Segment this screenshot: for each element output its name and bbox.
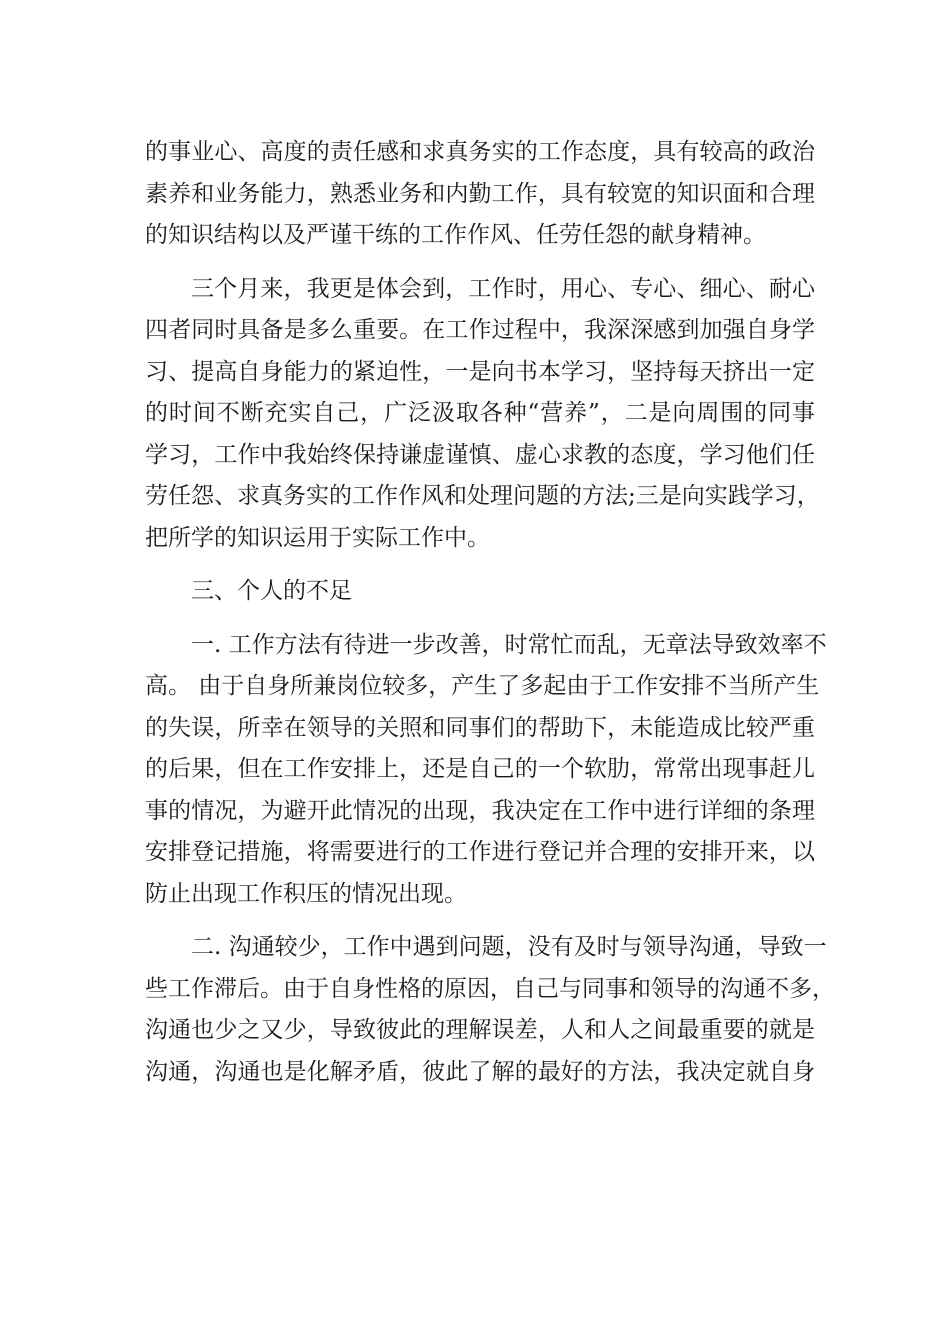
text-line: 事的情况，为避开此情况的出现，我决定在工作中进行详细的条理 xyxy=(145,797,815,824)
text-line: 学习，工作中我始终保持谦虚谨慎、虚心求教的态度，学习他们任 xyxy=(145,441,815,468)
text-line: 的后果，但在工作安排上，还是自己的一个软肋，常常出现事赶儿 xyxy=(145,756,815,782)
text-line: 习、提高自身能力的紧迫性，一是向书本学习，坚持每天挤出一定 xyxy=(145,358,815,385)
section-heading: 三、个人的不足 xyxy=(191,578,352,604)
text-line: 防止出现工作积压的情况出现。 xyxy=(145,880,467,907)
text-line: 的时间不断充实自己，广泛汲取各种“营养”，二是向周围的同事 xyxy=(145,400,815,426)
text-line: 的事业心、高度的责任感和求真务实的工作态度，具有较高的政治 xyxy=(145,139,815,165)
text-line: 些工作滞后。由于自身性格的原因，自己与同事和领导的沟通不多， xyxy=(145,975,835,1002)
paragraph-first-line: 二. 沟通较少，工作中遇到问题，没有及时与领导沟通，导致一 xyxy=(191,934,827,960)
document-body xyxy=(145,132,835,1093)
text-line: 把所学的知识运用于实际工作中。 xyxy=(145,524,490,551)
text-line: 素养和业务能力，熟悉业务和内勤工作，具有较宽的知识面和合理 xyxy=(145,180,815,207)
text-line: 劳任怨、求真务实的工作作风和处理问题的方法;三是向实践学习， xyxy=(145,483,820,509)
text-line: 沟通也少之又少，导致彼此的理解误差，人和人之间最重要的就是 xyxy=(145,1017,815,1043)
text-line: 安排登记措施，将需要进行的工作进行登记并合理的安排开来，以 xyxy=(145,839,815,865)
text-line: 四者同时具备是多么重要。在工作过程中，我深深感到加强自身学 xyxy=(145,317,815,343)
paragraph-first-line: 三个月来，我更是体会到，工作时，用心、专心、细心、耐心 xyxy=(191,275,815,302)
text-line: 的知识结构以及严谨干练的工作作风、任劳任怨的献身精神。 xyxy=(145,222,766,248)
text-line: 的失误，所幸在领导的关照和同事们的帮助下，未能造成比较严重 xyxy=(145,714,815,741)
text-line: 高。 由于自身所兼岗位较多，产生了多起由于工作安排不当所产生 xyxy=(145,673,820,699)
text-line: 沟通，沟通也是化解矛盾，彼此了解的最好的方法，我决定就自身 xyxy=(145,1058,815,1085)
paragraph-first-line: 一. 工作方法有待进一步改善，时常忙而乱，无章法导致效率不 xyxy=(191,631,827,658)
